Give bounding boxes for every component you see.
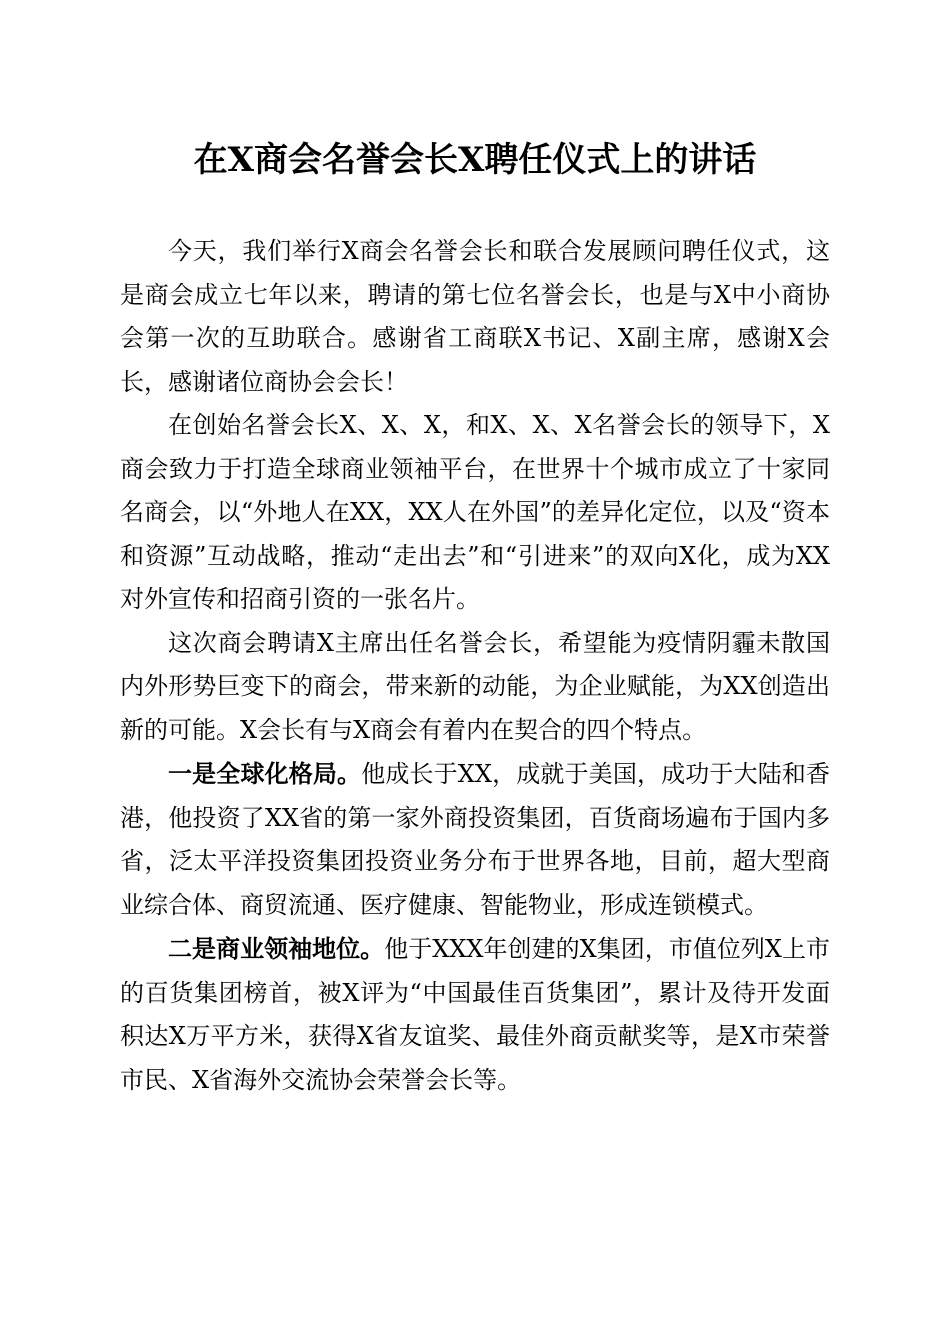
document-body [120, 230, 830, 1102]
paragraph-history [120, 404, 830, 622]
paragraph-text: 这次商会聘请X主席出任名誉会长，希望能为疫情阴霾未散国内外形势巨变下的商会，带来新的动能，为企业赋能，为XX创造出新的可能。X会长有与X商会有着内在契合的四个特点。 [120, 628, 830, 744]
paragraph-opening [120, 230, 830, 404]
paragraph-lead: 二是商业领袖地位。 [168, 934, 385, 963]
paragraph-lead: 一是全球化格局。 [168, 759, 362, 788]
paragraph-text: 今天，我们举行X商会名誉会长和联合发展顾问聘任仪式，这是商会成立七年以来，聘请的第七位名誉会长，也是与X中小商协会第一次的互助联合。感谢省工商联X书记、X副主席，感谢X会长，感谢诸位商协会会长！ [120, 237, 830, 396]
paragraph-text: 他于XXX年创建的X集团，市值位列X上市的百货集团榜首，被X评为“中国最佳百货集团”，累计及待开发面积达X万平方米，获得X省友谊奖、最佳外商贡献奖等，是X市荣誉市民、X省海外交流协会荣誉会长等。 [120, 935, 830, 1094]
paragraph-text: 在创始名誉会长X、X、X，和X、X、X名誉会长的领导下，X商会致力于打造全球商业领袖平台，在世界十个城市成立了十家同名商会，以“外地人在XX，XX人在外国”的差异化定位，以及“资本和资源”互动战略，推动“走出去”和“引进来”的双向X化，成为XX对外宣传和招商引资的一张名片。 [120, 411, 830, 613]
document-title: 在X商会名誉会长X聘任仪式上的讲话 [193, 140, 757, 180]
paragraph-point-two [120, 927, 830, 1102]
paragraph-text: 他成长于XX，成就于美国，成功于大陆和香港，他投资了XX省的第一家外商投资集团，百货商场遍布于国内多省，泛太平洋投资集团投资业务分布于世界各地，目前，超大型商业综合体、商贸流通、医疗健康、智能物业，形成连锁模式。 [120, 760, 831, 919]
paragraph-point-one [120, 752, 830, 927]
paragraph-purpose [120, 622, 830, 753]
